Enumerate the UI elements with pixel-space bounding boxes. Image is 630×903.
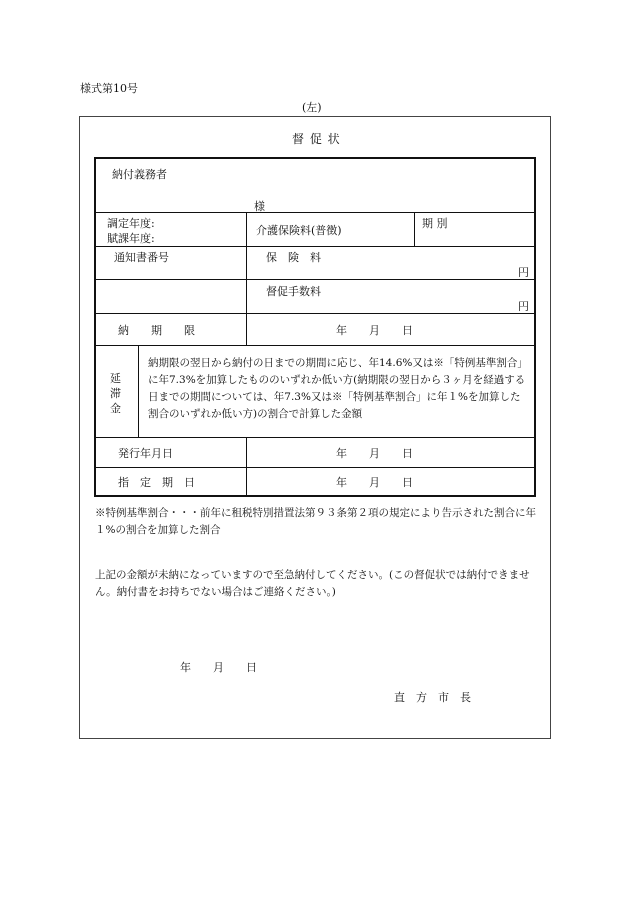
- yen-unit: 円: [518, 300, 529, 313]
- late-fee-text: 納期限の翌日から納付の日までの期間に応じ、年14.6%又は※「特例基準割合」に年7.3%を加算したもののいずれか低い方(納期限の翌日から３ヶ月を経過する日までの期間については、年7.3%又は※「特例基準割合」に年１%を加算した割合のいずれか低い方)の割合で計算した金額: [148, 357, 528, 420]
- issue-date: 年 月 日: [336, 447, 413, 460]
- due-date-label: 指 定 期 日: [118, 476, 195, 489]
- row-divider: [96, 313, 534, 314]
- row-divider: [96, 212, 534, 213]
- assessment-year-label: 調定年度:: [107, 217, 155, 230]
- column-divider: [414, 212, 415, 246]
- deadline-label: 納 期 限: [118, 324, 195, 337]
- honorific: 様: [254, 200, 265, 213]
- notice-table: [94, 157, 536, 497]
- column-divider: [138, 345, 139, 437]
- signature-date: 年 月 日: [180, 661, 257, 674]
- column-divider: [246, 212, 247, 345]
- due-date: 年 月 日: [336, 476, 413, 489]
- late-fee-label: 延: [110, 372, 121, 385]
- late-fee-label: 金: [110, 402, 121, 415]
- row-divider: [96, 467, 534, 468]
- period-label: 期 別: [422, 217, 448, 230]
- footnote: ※特例基準割合・・・前年に租税特別措置法第９３条第２項の規定により告示された割合に年１%の割合を加算した割合: [95, 507, 536, 536]
- payer-label: 納付義務者: [112, 168, 167, 181]
- row-divider: [96, 246, 534, 247]
- issue-date-label: 発行年月日: [118, 447, 173, 460]
- row-divider: [96, 345, 534, 346]
- form-number: 様式第10号: [80, 82, 138, 95]
- levy-year-label: 賦課年度:: [107, 232, 155, 245]
- page-title: 督 促 状: [292, 132, 341, 146]
- premium-label: 保 険 料: [266, 251, 321, 264]
- row-divider: [96, 437, 534, 438]
- side-label: (左): [302, 101, 322, 114]
- row-divider: [96, 279, 534, 280]
- deadline-date: 年 月 日: [336, 324, 413, 337]
- insurance-category: 介護保険料(普徴): [256, 224, 342, 237]
- payment-notice: 上記の金額が未納になっていますので至急納付してください。(この督促状では納付できません。納付書をお持ちでない場合はご連絡ください。): [95, 569, 530, 598]
- issuer-name: 直 方 市 長: [394, 691, 471, 704]
- notice-number-label: 通知書番号: [114, 251, 169, 264]
- fee-label: 督促手数料: [266, 285, 321, 298]
- column-divider: [246, 437, 247, 495]
- late-fee-label: 滞: [110, 387, 121, 400]
- yen-unit: 円: [518, 266, 529, 279]
